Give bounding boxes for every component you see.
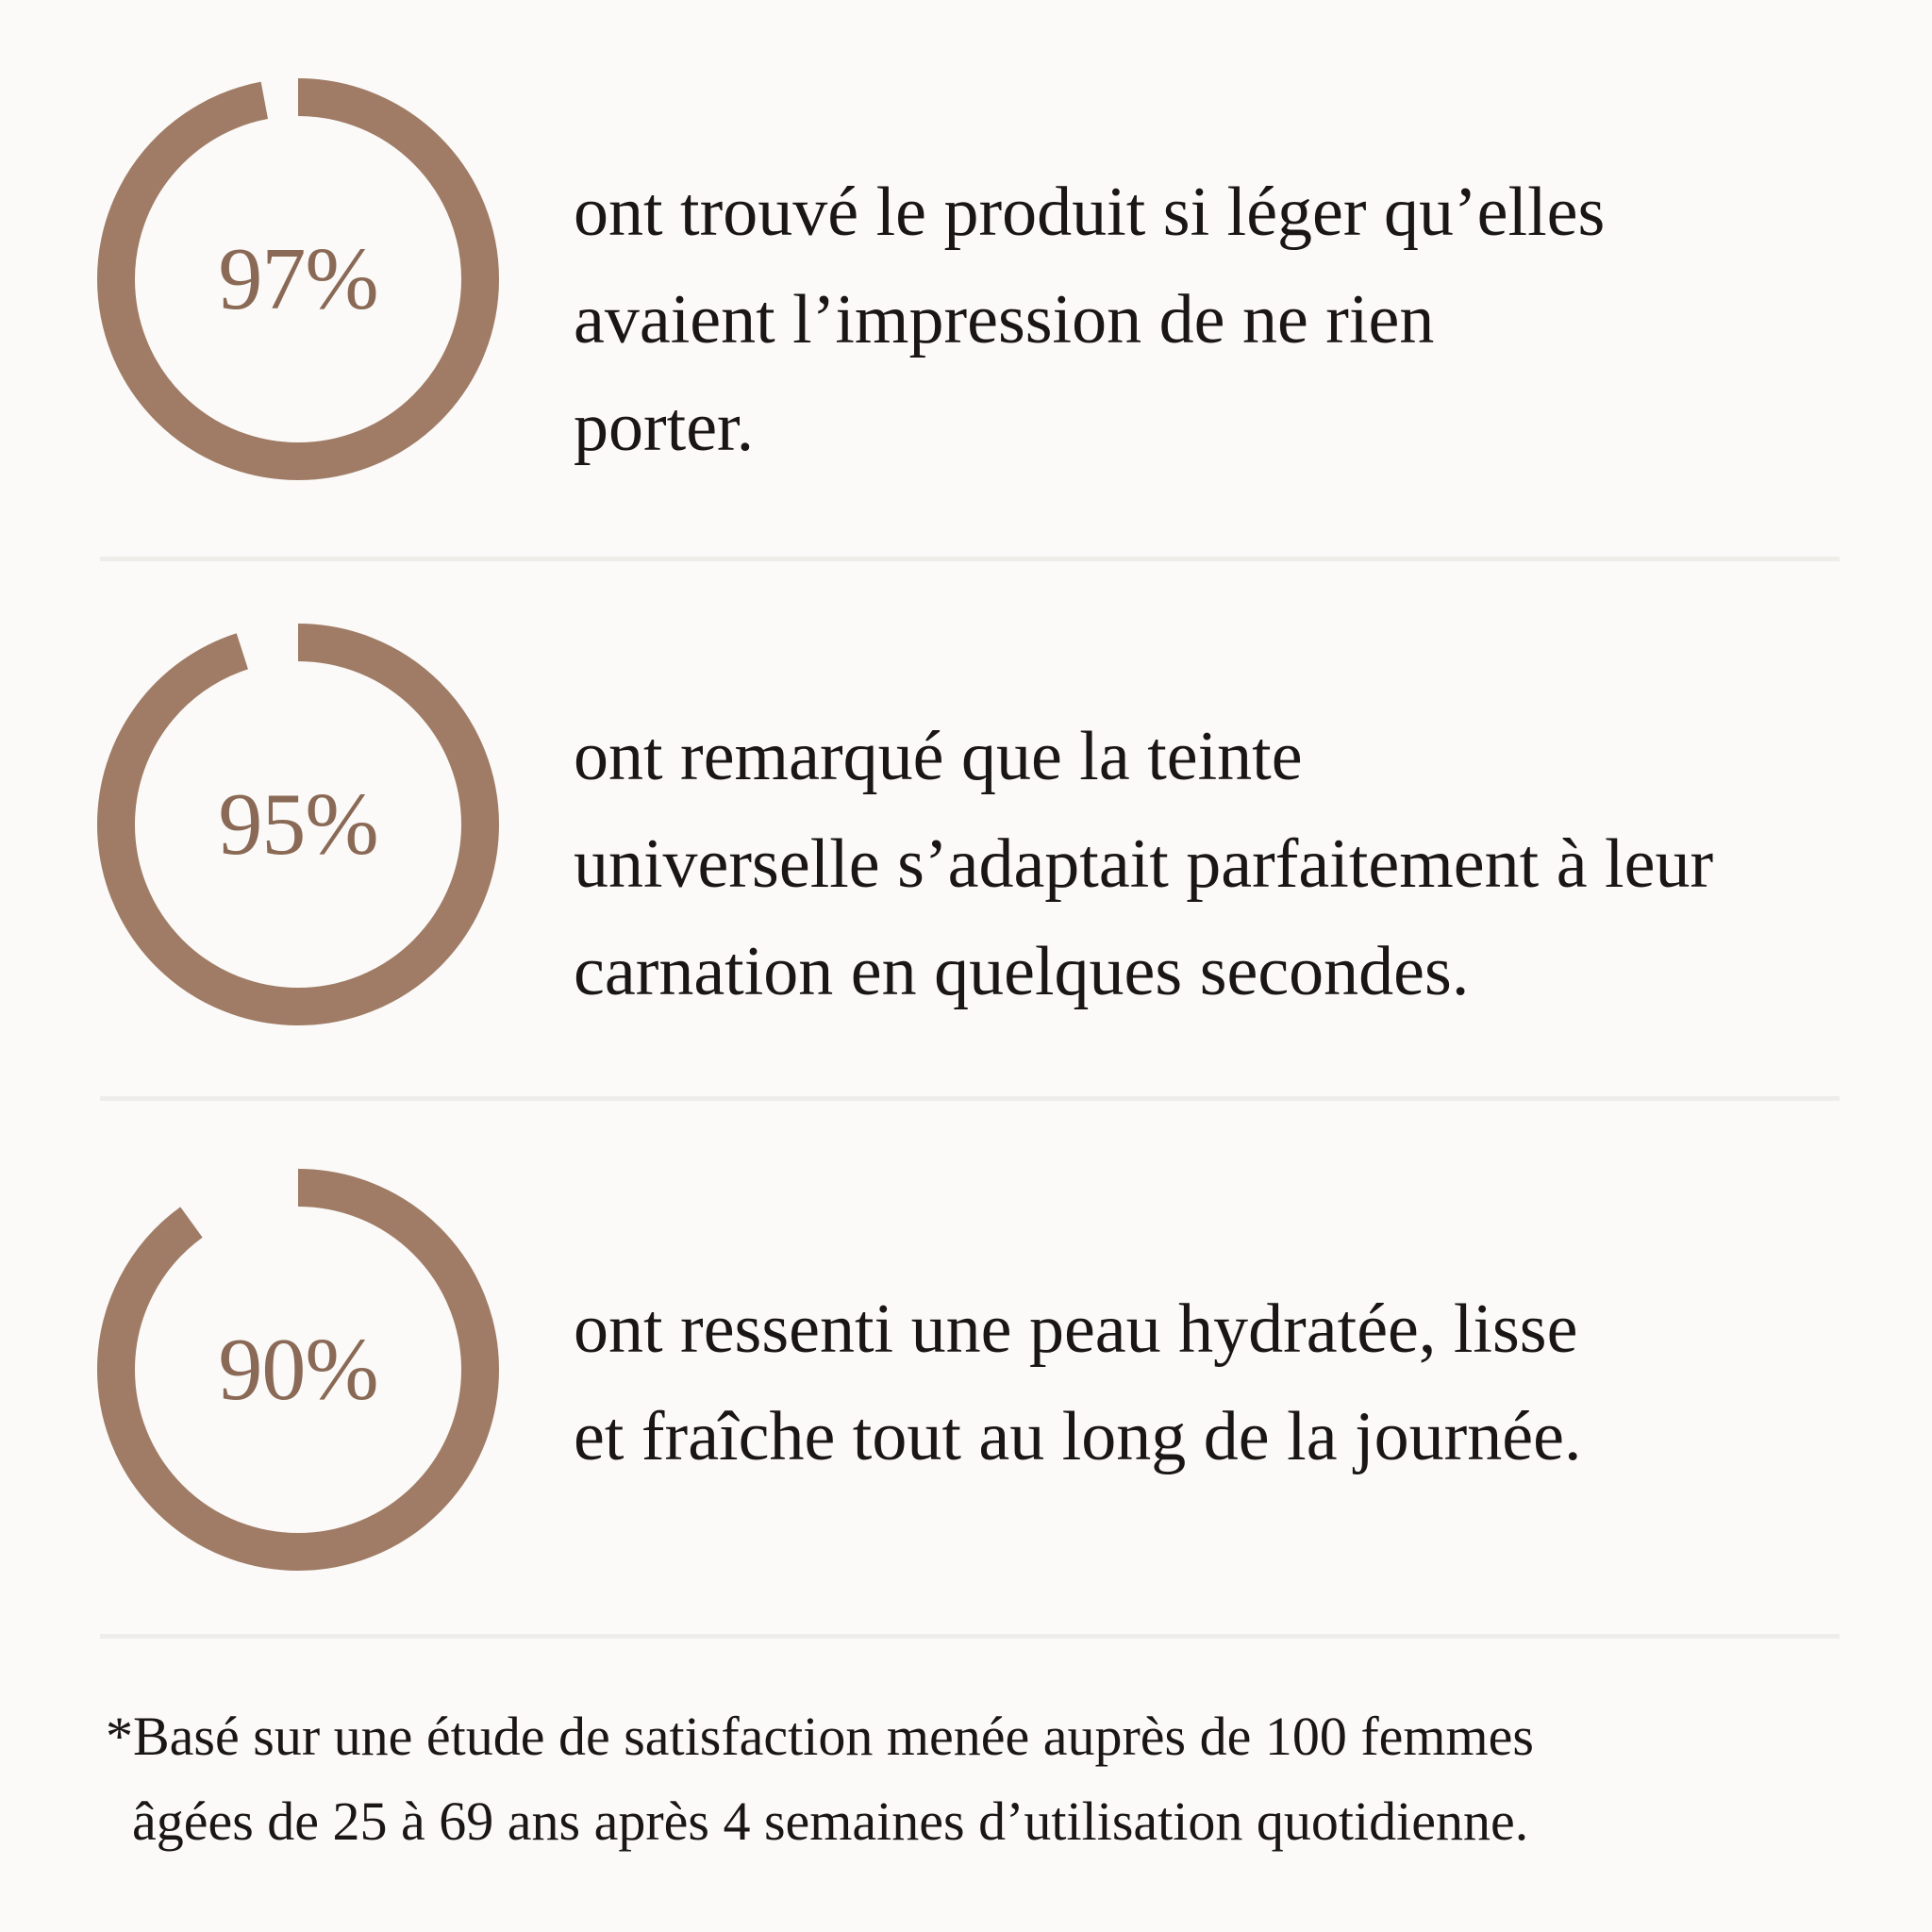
stat-description-line: carnation en quelques secondes.	[574, 933, 1470, 1010]
stat-percent: 97%	[218, 230, 378, 328]
stat-percent: 95%	[218, 775, 378, 874]
footnote-line: *Basé sur une étude de satisfaction menée auprès de 100 femmes	[106, 1706, 1534, 1767]
stat-ring-90	[96, 1168, 500, 1572]
stat-description-line: avaient l’impression de ne rien	[574, 281, 1435, 358]
stat-description-line: ont ressenti une peau hydratée, lisse	[574, 1291, 1578, 1368]
stat-percent: 90%	[218, 1321, 378, 1419]
divider	[100, 557, 1840, 561]
stat-description	[574, 1275, 1894, 1491]
stat-ring-97	[96, 77, 500, 481]
stat-ring-95	[96, 623, 500, 1026]
stat-description	[574, 703, 1894, 1025]
footnote	[106, 1694, 1534, 1864]
stat-description-line: universelle s’adaptait parfaitement à leur	[574, 825, 1714, 903]
stat-description-line: et fraîche tout au long de la journée.	[574, 1398, 1582, 1475]
stat-description	[574, 158, 1894, 481]
stat-description-line: porter.	[574, 389, 755, 466]
stat-description-line: ont remarqué que la teinte	[574, 718, 1303, 795]
divider	[100, 1096, 1840, 1101]
footnote-line: âgées de 25 à 69 ans après 4 semaines d’utilisation quotidienne.	[132, 1790, 1529, 1852]
divider	[100, 1634, 1840, 1639]
stat-description-line: ont trouvé le produit si léger qu’elles	[574, 174, 1606, 251]
